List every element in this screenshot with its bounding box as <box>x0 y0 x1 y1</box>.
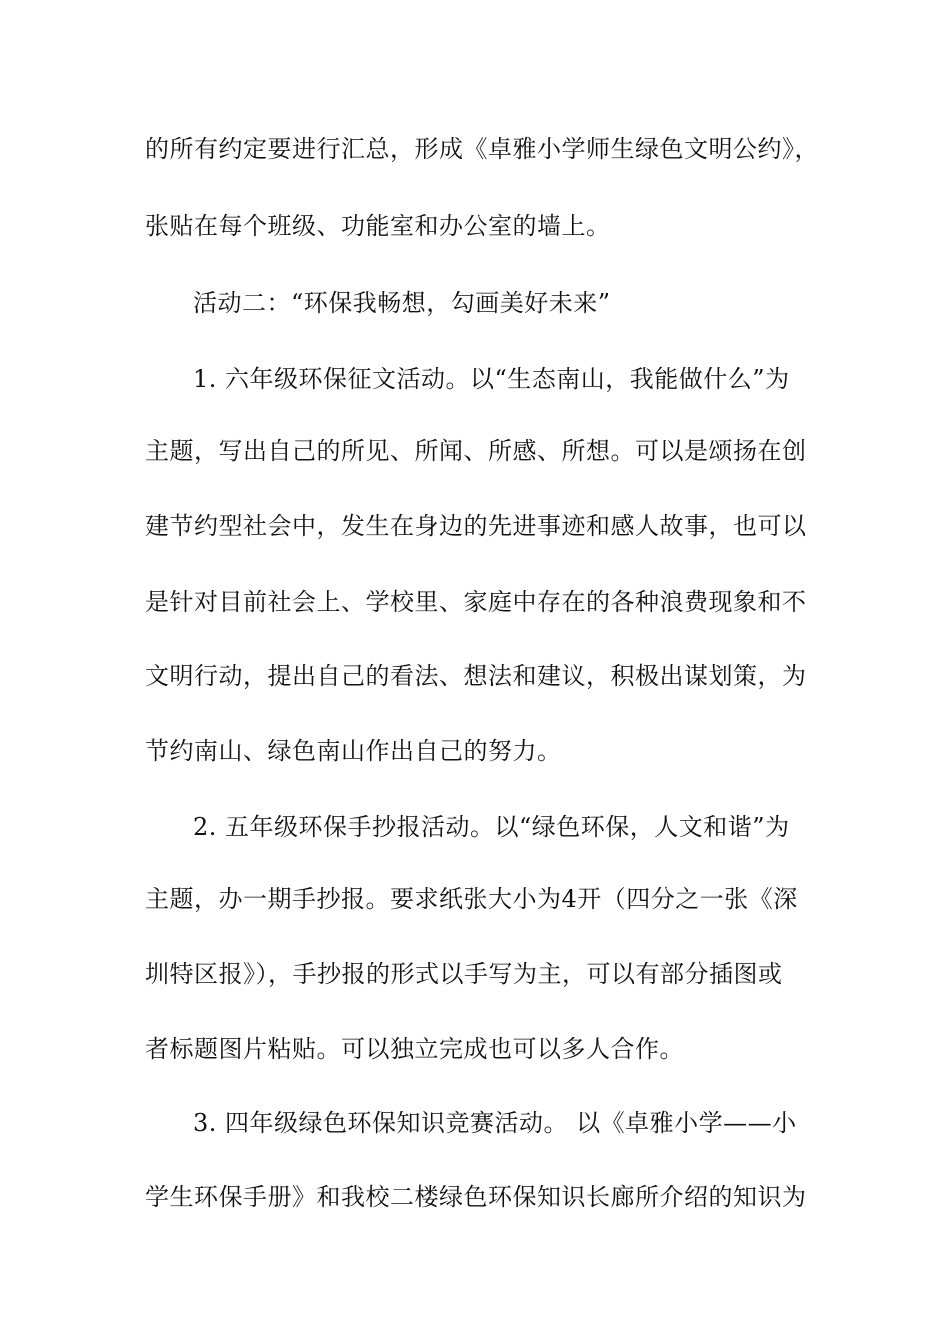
text-line: 文明行动，提出自己的看法、想法和建议，积极出谋划策，为 <box>145 662 807 690</box>
text-line: 主题，办一期手抄报。要求纸张大小为4开（四分之一张《深 <box>145 885 798 913</box>
text-line: 者标题图片粘贴。可以独立完成也可以多人合作。 <box>145 1035 684 1063</box>
section-heading: 活动二：“环保我畅想，勾画美好未来” <box>193 289 611 317</box>
text-line: 张贴在每个班级、功能室和办公室的墙上。 <box>145 212 611 240</box>
text-line: 2. 五年级环保手抄报活动。以“绿色环保，人文和谐”为 <box>193 813 790 841</box>
text-line: 节约南山、绿色南山作出自己的努力。 <box>145 737 562 765</box>
text-line: 主题，写出自己的所见、所闻、所感、所想。可以是颂扬在创 <box>145 437 807 465</box>
text-line: 学生环保手册》和我校二楼绿色环保知识长廊所介绍的知识为 <box>145 1183 807 1211</box>
text-line: 3. 四年级绿色环保知识竞赛活动。 以《卓雅小学——小 <box>193 1109 797 1137</box>
text-line: 建节约型社会中，发生在身边的先进事迹和感人故事，也可以 <box>145 512 807 540</box>
text-line: 是针对目前社会上、学校里、家庭中存在的各种浪费现象和不 <box>145 588 807 616</box>
text-line: 的所有约定要进行汇总，形成《卓雅小学师生绿色文明公约》， <box>145 135 819 163</box>
text-line: 圳特区报》），手抄报的形式以手写为主，可以有部分插图或 <box>145 960 783 988</box>
text-line: 1. 六年级环保征文活动。以“生态南山，我能做什么”为 <box>193 365 790 393</box>
